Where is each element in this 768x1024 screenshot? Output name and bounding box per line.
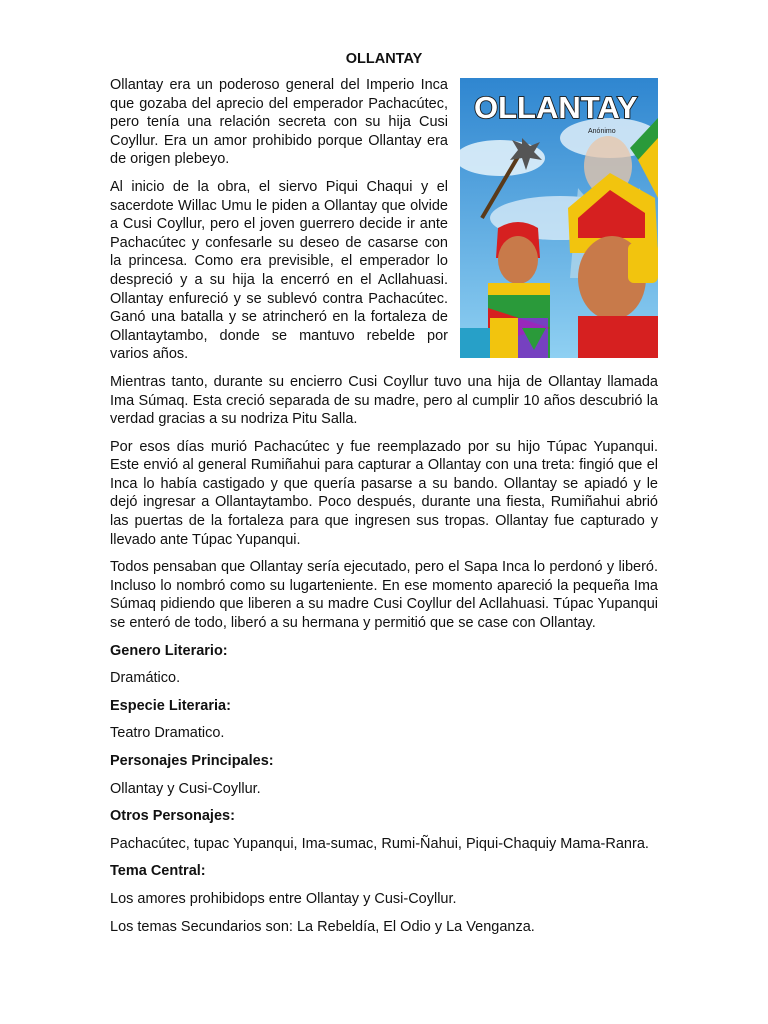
principales-label: Personajes Principales: xyxy=(110,753,274,769)
genero-value: Dramático. xyxy=(110,670,181,687)
document-page xyxy=(110,50,658,945)
otros-value: Pachacútec, tupac Yupanqui, Ima-sumac, Rumi-Ñahui, Piqui-Chaquiy Mama-Ranra. xyxy=(110,835,649,852)
paragraph-tupac-yupanqui: Por esos días murió Pachacútec y fue reemplazado por su hijo Túpac Yupanqui. Este envió al general Rumiñahui para capturar a Ollantay con una treta: fingió que el Inca lo había castigado y que quería pasarse a su bando. Ollantay se apiadó y le dejó ingresar a Ollantaytambo. Poco después, durante una fiesta, Rumiñahui abrió las puertas de la fortaleza para que ingresen sus tropas. Ollantay fue capturado y llevado ante Túpac Yupanqui. xyxy=(110,438,658,548)
principales-value: Ollantay y Cusi-Coyllur. xyxy=(110,780,261,797)
genero-label: Genero Literario: xyxy=(110,642,228,659)
secundarios-value: Los temas Secundarios son: La Rebeldía, El Odio y La Venganza. xyxy=(110,918,535,935)
document-title: OLLANTAY xyxy=(345,51,423,67)
especie-label: Especie Literaria: xyxy=(110,697,231,714)
otros-label: Otros Personajes: xyxy=(110,808,235,825)
paragraph-ending: Todos pensaban que Ollantay sería ejecutado, pero el Sapa Inca lo perdonó y liberó. Incluso lo nombró como su lugarteniente. En ese momento apareció la pequeña Ima Súmaq pidiendo que liberen a su madre Cusi Coyllur del Acllahuasi. Túpac Yupanqui se enteró de todo, liberó a su hermana y permitió que se case con Ollantay. xyxy=(110,559,658,632)
book-cover-image xyxy=(460,78,658,358)
tema-value: Los amores prohibidops entre Ollantay y Cusi-Coyllur. xyxy=(110,890,457,907)
cover-author: Anónimo xyxy=(588,128,616,135)
especie-value: Teatro Dramatico. xyxy=(110,725,225,742)
paragraph-intro: Ollantay era un poderoso general del Imperio Inca que gozaba del aprecio del emperador Pachacútec, pero tenía una relación secreta con su hija Cusi Coyllur. Era un amor prohibido porque Ollantay era de origen plebeyo. xyxy=(110,77,448,168)
paragraph-plot-start: Al inicio de la obra, el siervo Piqui Chaqui y el sacerdote Willac Umu le piden a Ollantay que olvide a Cusi Coyllur, pero el joven guerrero decide ir ante Pachacútec y confesarle su deseo de casarse con la princesa. Como era previsible, el emperador lo despreció y a su hija la encerró en el Acllahuasi. Ollantay enfureció y se sublevó contra Pachacútec. Ganó una batalla y se atrincheró en la fortaleza de Ollantaytambo, donde se mantuvo rebelde por varios años. xyxy=(110,178,448,363)
paragraph-ima-sumaq: Mientras tanto, durante su encierro Cusi Coyllur tuvo una hija de Ollantay llamada Ima Súmaq. Esta creció separada de su madre, pero al cumplir 10 años descubrió la verdad gracias a su nodriza Pitu Salla. xyxy=(110,373,658,428)
cover-title: OLLANTAY xyxy=(474,90,638,125)
tema-label: Tema Central: xyxy=(110,863,206,880)
cover-illustration xyxy=(460,78,658,358)
